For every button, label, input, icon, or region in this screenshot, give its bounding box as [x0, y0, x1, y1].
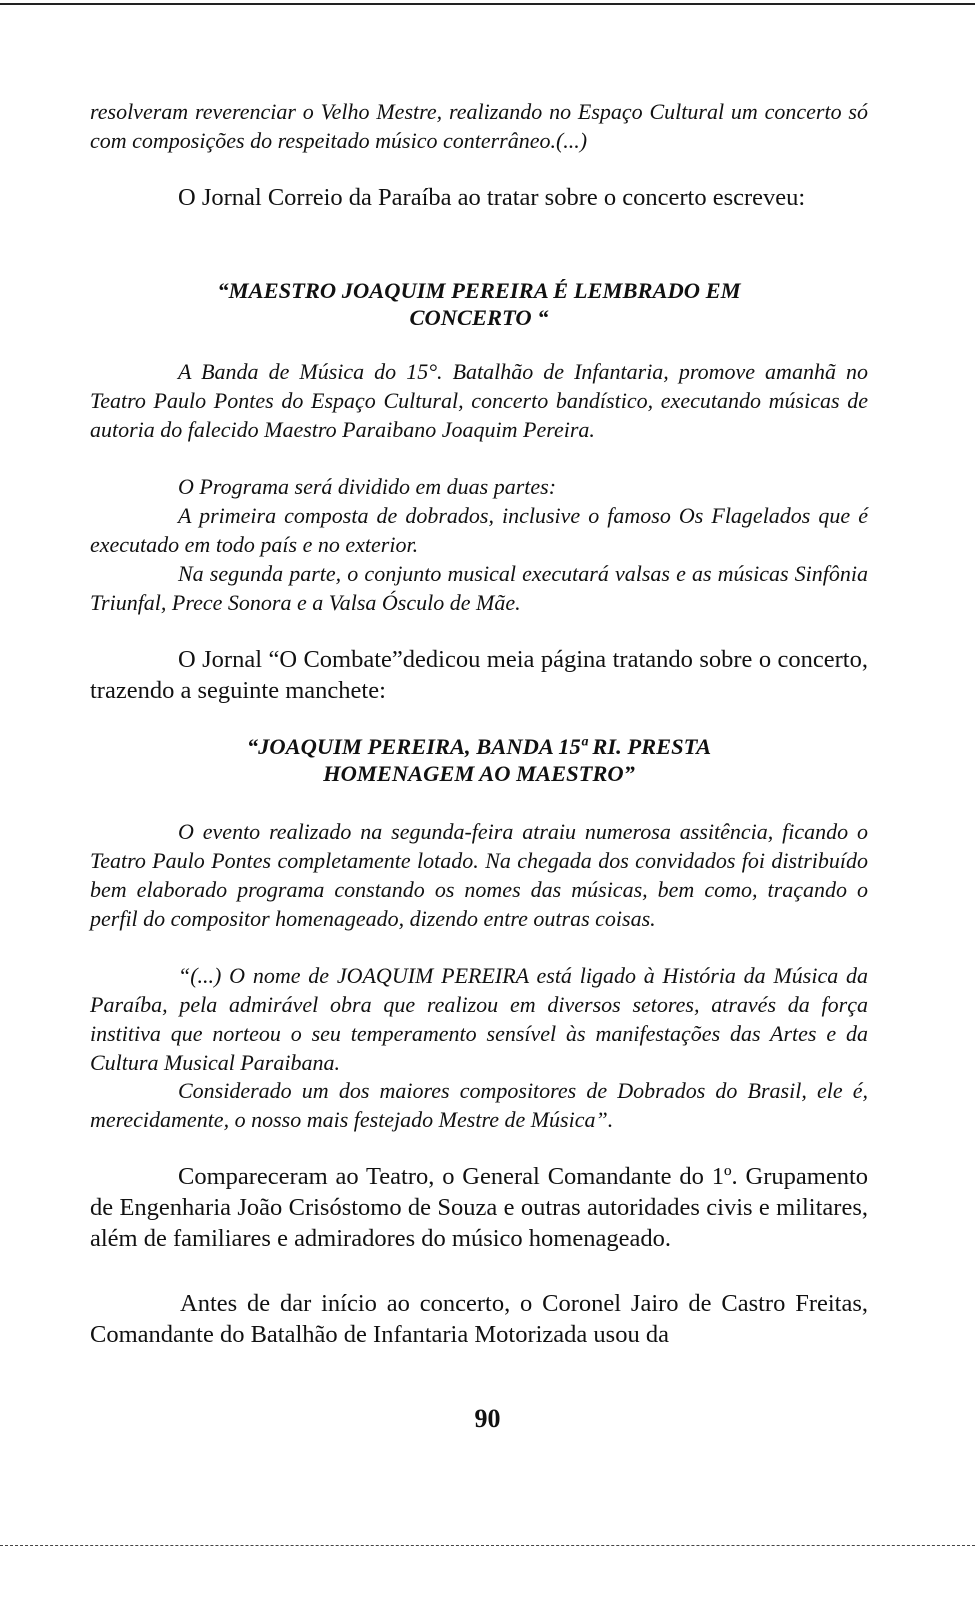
quote-segunda-parte: Na segunda parte, o conjunto musical executará valsas e as músicas Sinfônia Triunfal, Prece Sonora e a Valsa Ósculo de Mãe.	[90, 561, 868, 615]
top-border-line	[0, 3, 975, 5]
headline-combate-line1: “JOAQUIM PEREIRA, BANDA 15ª RI. PRESTA	[246, 734, 712, 759]
paragraph-combate: O Jornal “O Combate”dedicou meia página tratando sobre o concerto, trazendo a seguinte manchete:	[90, 646, 868, 704]
quote-programa: O Programa será dividido em duas partes:	[178, 474, 557, 499]
headline-correio-line1: “MAESTRO JOAQUIM PEREIRA É LEMBRADO EM	[217, 278, 741, 303]
quote-considerado: Considerado um dos maiores compositores de Dobrados do Brasil, ele é, merecidamente, o nosso mais festejado Mestre de Música”.	[90, 1078, 868, 1132]
quote-evento: O evento realizado na segunda-feira atraiu numerosa assitência, ficando o Teatro Paulo Pontes completamente lotado. Na chegada dos convidados foi distribuído bem elaborado programa constando os nomes das músicas, bem como, traçando o perfil do compositor homenageado, dizendo entre outras coisas.	[90, 819, 868, 931]
headline-correio-line2: CONCERTO “	[409, 305, 549, 330]
quote-primeira-parte: A primeira composta de dobrados, inclusive o famoso Os Flagelados que é executado em todo país e no exterior.	[90, 503, 868, 557]
headline-combate-line2: HOMENAGEM AO MAESTRO”	[323, 761, 635, 786]
headline-correio	[90, 277, 868, 331]
paragraph-intro: resolveram reverenciar o Velho Mestre, realizando no Espaço Cultural um concerto só com composições do respeitado músico conterrâneo.(...)	[90, 99, 868, 153]
bottom-border-line	[0, 1545, 975, 1546]
paragraph-correio: O Jornal Correio da Paraíba ao tratar sobre o concerto escreveu:	[178, 184, 806, 211]
page-number: 90	[474, 1404, 501, 1433]
paragraph-compareceram: Compareceram ao Teatro, o General Comandante do 1º. Grupamento de Engenharia João Crisóstomo de Souza e outras autoridades civis e militares, além de familiares e admiradores do músico homenageado.	[90, 1163, 868, 1252]
paragraph-antes: Antes de dar início ao concerto, o Coronel Jairo de Castro Freitas, Comandante do Batalhão de Infantaria Motorizada usou da	[90, 1290, 868, 1348]
headline-combate	[90, 733, 868, 787]
quote-nome: “(...) O nome de JOAQUIM PEREIRA está ligado à História da Música da Paraíba, pela admirável obra que realizou em diversos setores, através da força institiva que norteou o seu temperamento sensível às manifestações das Artes e da Cultura Musical Paraibana.	[90, 963, 868, 1075]
quote-banda: A Banda de Música do 15°. Batalhão de Infantaria, promove amanhã no Teatro Paulo Pontes do Espaço Cultural, concerto bandístico, executando músicas de autoria do falecido Maestro Paraibano Joaquim Pereira.	[90, 359, 868, 442]
